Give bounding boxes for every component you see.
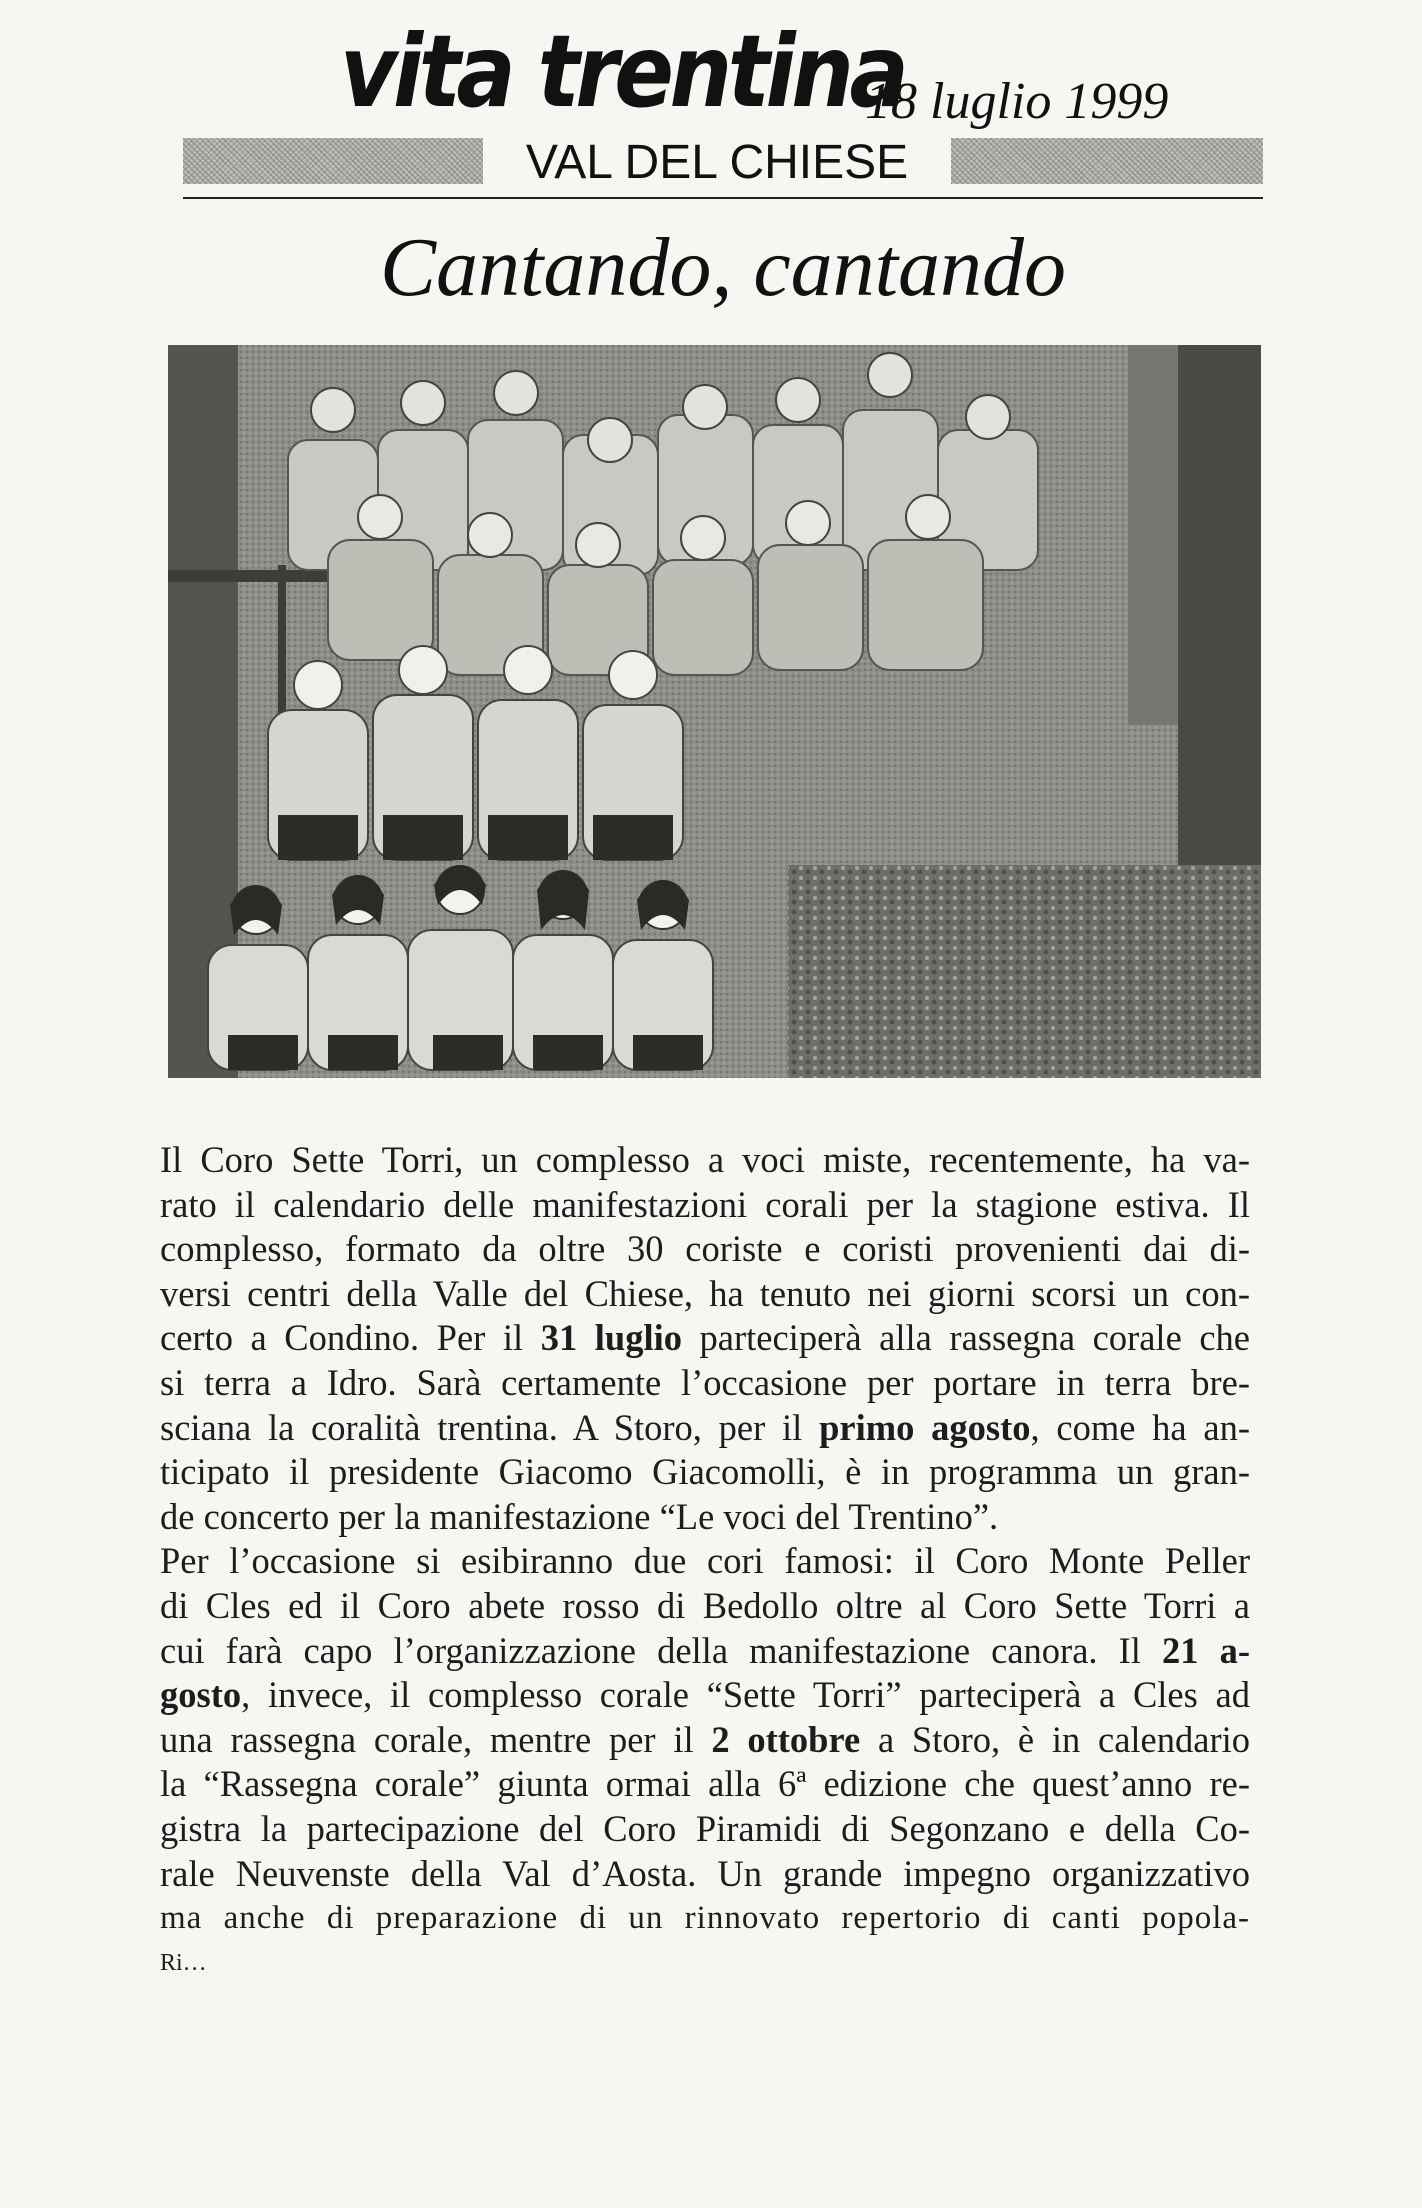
section-band: [183, 132, 1263, 190]
article-text: gistra la partecipazione del Coro Piramidi di Segonzano e della Co-: [160, 1807, 1250, 1849]
article-text: de concerto per la manifestazione “Le voci del Trentino”.: [160, 1495, 999, 1537]
article-line: [160, 1584, 1250, 1629]
article-text: la “Rassegna corale” giunta ormai alla 6ª edizione che quest’anno re-: [160, 1763, 1250, 1805]
article-line: [160, 1272, 1250, 1317]
article-body: [160, 1138, 1250, 1985]
article-text: Per l’occasione si esibiranno due cori famosi: il Coro Monte Peller: [160, 1540, 1250, 1582]
article-line: [160, 1183, 1250, 1228]
article-line: [160, 1673, 1250, 1718]
headline: Cantando, cantando: [380, 221, 1066, 314]
masthead: [330, 13, 1210, 138]
article-line: [160, 1227, 1250, 1272]
article-line: [160, 1629, 1250, 1674]
article-line: [160, 1138, 1250, 1183]
article-text: una rassegna corale, mentre per il: [160, 1718, 712, 1760]
article-emphasis: 2 ottobre: [711, 1718, 861, 1760]
article-line: [160, 1852, 1250, 1897]
article-text: , invece, il complesso corale “Sette Torri” parteciperà a Cles ad: [241, 1674, 1250, 1716]
article-text: ticipato il presidente Giacomo Giacomolli, è in programma un gran-: [160, 1451, 1250, 1493]
article-emphasis: primo agosto: [819, 1406, 1031, 1448]
article-text: sciana la coralità trentina. A Storo, per il: [160, 1406, 820, 1448]
article-text: a Storo, è in calendario: [860, 1718, 1250, 1760]
article-text: si terra a Idro. Sarà certamente l’occasione per portare in terra bre-: [160, 1361, 1250, 1403]
article-line: [160, 1406, 1250, 1451]
section-band-hatch-left: [183, 138, 483, 184]
article-text: rale Neuvenste della Val d’Aosta. Un grande impegno organizzativo: [160, 1852, 1250, 1894]
section-band-hatch-right: [951, 138, 1263, 184]
article-text: certo a Condino. Per il: [160, 1317, 541, 1359]
article-line: [160, 1762, 1250, 1807]
article-line: [160, 1718, 1250, 1763]
article-line: [160, 1450, 1250, 1495]
article-emphasis: gosto: [160, 1674, 242, 1716]
publication-logo: vita trentina: [340, 13, 905, 130]
article-line: [160, 1539, 1250, 1584]
article-text: rato il calendario delle manifestazioni corali per la stagione estiva. Il: [160, 1183, 1250, 1225]
divider-rule: [183, 197, 1263, 199]
choir-photo: [168, 345, 1261, 1078]
article-line: [160, 1316, 1250, 1361]
article-line: [160, 1941, 1250, 1986]
article-text: Ri…: [160, 1949, 207, 1976]
article-line: [160, 1361, 1250, 1406]
article-line: [160, 1807, 1250, 1852]
article-text: ma anche di preparazione di un rinnovato repertorio di canti popola-: [160, 1900, 1250, 1937]
article-text: versi centri della Valle del Chiese, ha tenuto nei giorni scorsi un con-: [160, 1272, 1250, 1314]
choir-photo-image: [168, 345, 1261, 1078]
article-text: parteciperà alla rassegna corale che: [681, 1317, 1250, 1359]
article-text: di Cles ed il Coro abete rosso di Bedollo oltre al Coro Sette Torri a: [160, 1584, 1250, 1626]
article-line: [160, 1495, 1250, 1540]
article-emphasis: 31 luglio: [540, 1317, 682, 1359]
section-title: VAL DEL CHIESE: [525, 136, 909, 189]
article-text: cui farà capo l’organizzazione della manifestazione canora. Il: [160, 1629, 1162, 1671]
article-text: Il Coro Sette Torri, un complesso a voci miste, recentemente, ha va-: [160, 1139, 1250, 1180]
article-line: [160, 1896, 1250, 1941]
publication-date: 18 luglio 1999: [865, 73, 1169, 130]
article-text: complesso, formato da oltre 30 coriste e coristi provenienti dai di-: [160, 1228, 1250, 1270]
article-emphasis: 21 a-: [1162, 1629, 1250, 1671]
article-text: , come ha an-: [1030, 1406, 1250, 1448]
